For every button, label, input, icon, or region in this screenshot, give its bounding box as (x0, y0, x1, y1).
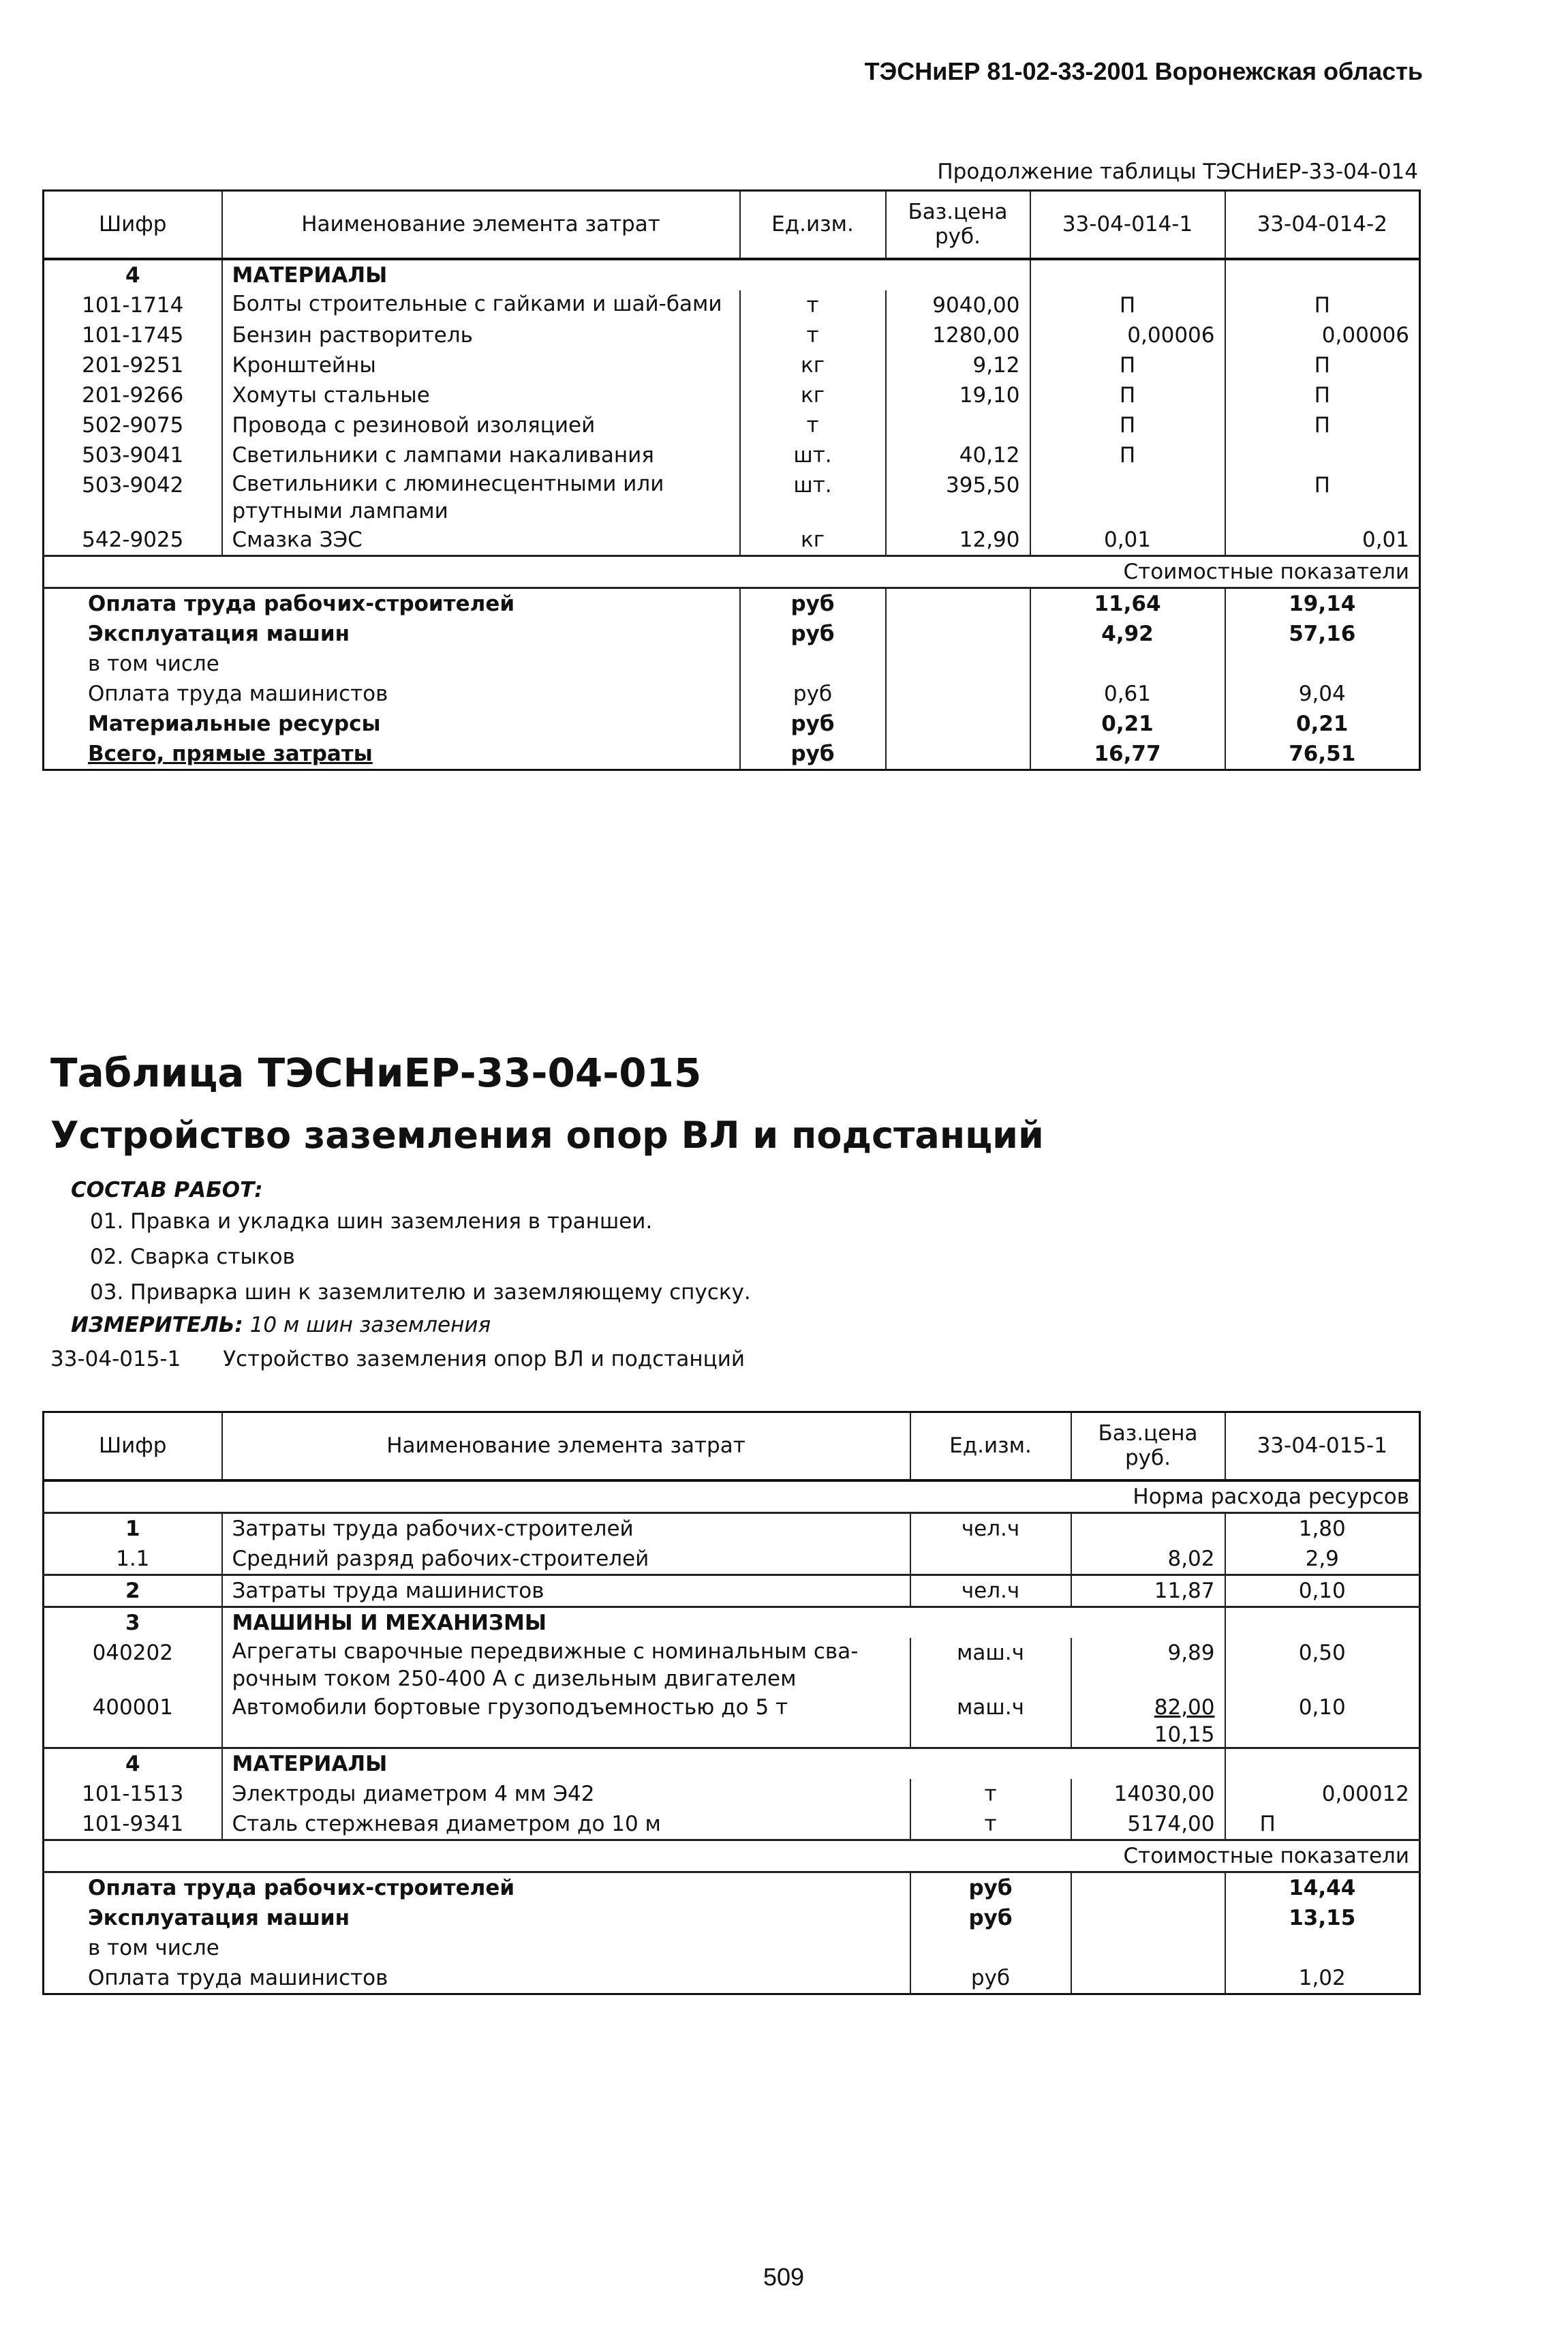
row-unit: чел.ч (910, 1512, 1071, 1544)
table-row (44, 1544, 1420, 1575)
row-price: 19,10 (886, 380, 1030, 410)
row-name: Кронштейны (222, 350, 740, 380)
row-name: Светильники с лампами накаливания (222, 440, 740, 470)
section-name: МАТЕРИАЛЫ (222, 1748, 910, 1779)
row-code: 503-9042 (44, 470, 222, 525)
cost-value: 0,21 (1296, 711, 1349, 736)
row-name: Затраты труда машинистов (222, 1575, 910, 1607)
cost-label-row (44, 556, 1420, 588)
cost-name: Эксплуатация машин (44, 619, 740, 649)
row-name: Смазка ЗЭС (222, 525, 740, 556)
cost-unit (740, 649, 886, 679)
work-item: 01. Правка и укладка шин заземления в траншеи. (90, 1209, 653, 1234)
norm-code-line (50, 1347, 745, 1371)
section-name: МАШИНЫ И МЕХАНИЗМЫ (222, 1607, 910, 1638)
cost-value: 16,77 (1030, 739, 1225, 770)
section-row (44, 259, 1420, 290)
cost-row (44, 1933, 1420, 1963)
row-value: П (1314, 352, 1330, 378)
cost-unit: руб (740, 588, 886, 619)
table-row (44, 525, 1420, 556)
row-price (886, 410, 1030, 440)
section-code: 4 (44, 1748, 222, 1779)
row-value: П (1030, 350, 1225, 380)
row-price: 1280,00 (886, 320, 1030, 350)
section-row (44, 1607, 1420, 1638)
row-value (1225, 440, 1420, 470)
row-code: 400001 (44, 1692, 222, 1748)
row-value: 0,10 (1298, 1694, 1346, 1720)
row-price: 9,12 (886, 350, 1030, 380)
row-value: П (1259, 1811, 1276, 1836)
row-unit: шт. (740, 440, 886, 470)
column-header: Баз.цена руб. (1071, 1412, 1225, 1480)
row-value: 0,00012 (1321, 1781, 1409, 1806)
table-header-row (44, 1412, 1420, 1480)
row-value: 1,80 (1225, 1512, 1420, 1544)
row-price: 9,89 (1071, 1638, 1225, 1692)
row-name: Затраты труда рабочих-строителей (222, 1512, 910, 1544)
cost-name: Материальные ресурсы (44, 709, 740, 739)
cost-name: Оплата труда рабочих-строителей (44, 1872, 910, 1903)
cost-value: 0,21 (1030, 709, 1225, 739)
row-unit (910, 1544, 1071, 1575)
row-name: Бензин растворитель (222, 320, 740, 350)
row-value: 2,9 (1305, 1546, 1339, 1571)
row-value: 0,10 (1225, 1575, 1420, 1607)
row-unit: т (740, 320, 886, 350)
row-code: 101-1513 (44, 1779, 222, 1809)
column-header: Баз.цена руб. (886, 191, 1030, 259)
row-unit: т (740, 290, 886, 320)
norm-code-name: Устройство заземления опор ВЛ и подстанций (223, 1347, 745, 1371)
row-price: 40,12 (886, 440, 1030, 470)
cost-value: 4,92 (1030, 619, 1225, 649)
row-value: П (1030, 290, 1225, 320)
row-price: 8,02 (1071, 1544, 1225, 1575)
cost-section-label: Стоимостные показатели (44, 1840, 1420, 1872)
cost-section-label: Стоимостные показатели (44, 556, 1420, 588)
row-unit: т (910, 1779, 1071, 1809)
row-value: П (1314, 472, 1330, 498)
row-value: 0,01 (1030, 525, 1225, 556)
row-code: 503-9041 (44, 440, 222, 470)
table-row (44, 1779, 1420, 1809)
row-value: П (1030, 410, 1225, 440)
row-unit: маш.ч (910, 1638, 1071, 1692)
row-value: П (1030, 380, 1225, 410)
row-code: 101-1745 (44, 320, 222, 350)
work-item: 02. Сварка стыков (90, 1245, 295, 1269)
cost-name: Эксплуатация машин (44, 1903, 910, 1933)
meter-value: 10 м шин заземления (249, 1313, 491, 1337)
table-row (44, 1512, 1420, 1544)
resource-table-33-04-014 (42, 189, 1421, 771)
row-code: 201-9266 (44, 380, 222, 410)
column-header: Шифр (44, 1412, 222, 1480)
cost-value: 1,02 (1298, 1965, 1346, 1990)
section-code: 3 (44, 1607, 222, 1638)
row-unit: маш.ч (910, 1692, 1071, 1748)
table-continuation-caption: Продолжение таблицы ТЭСНиЕР-33-04-014 (937, 159, 1418, 184)
table-row (44, 1575, 1420, 1607)
meter-line (71, 1313, 491, 1337)
work-item: 03. Приварка шин к заземлителю и заземляющему спуску. (90, 1280, 751, 1305)
cost-value: 11,64 (1030, 588, 1225, 619)
cost-unit: руб (740, 679, 886, 709)
cost-row (44, 679, 1420, 709)
column-header: 33-04-014-2 (1257, 212, 1387, 237)
table-row (44, 410, 1420, 440)
row-code: 1 (44, 1512, 222, 1544)
document-header: ТЭСНиЕР 81-02-33-2001 Воронежская область (864, 57, 1423, 85)
row-value: П (1314, 292, 1330, 318)
row-name: Средний разряд рабочих-строителей (222, 1544, 910, 1575)
cost-name: в том числе (44, 649, 740, 679)
row-value (1030, 470, 1225, 525)
table-row (44, 440, 1420, 470)
row-name: Электроды диаметром 4 мм Э42 (222, 1779, 910, 1809)
norm-code: 33-04-015-1 (50, 1347, 181, 1371)
row-price: 82,00 (1154, 1694, 1215, 1720)
row-name: Провода с резиновой изоляцией (222, 410, 740, 440)
table-row (44, 470, 1420, 525)
section-code: 4 (44, 259, 222, 290)
cost-row (44, 588, 1420, 619)
row-value: П (1314, 382, 1330, 408)
cost-value: 57,16 (1289, 621, 1356, 646)
table-header-row (44, 191, 1420, 259)
cost-row (44, 1872, 1420, 1903)
row-name: Болты строительные с гайками и шай-бами (222, 290, 740, 320)
cost-value (1030, 649, 1225, 679)
row-unit: чел.ч (910, 1575, 1071, 1607)
row-unit: шт. (740, 470, 886, 525)
cost-row (44, 1963, 1420, 1994)
row-unit: т (910, 1809, 1071, 1840)
row-code: 542-9025 (44, 525, 222, 556)
row-value: П (1314, 412, 1330, 438)
column-header: 33-04-015-1 (1257, 1433, 1387, 1459)
cost-value: 14,44 (1225, 1872, 1420, 1903)
cost-name: Оплата труда машинистов (44, 1963, 910, 1994)
cost-value: 76,51 (1289, 741, 1356, 766)
cost-label-row (44, 1840, 1420, 1872)
table-row (44, 1809, 1420, 1840)
cost-unit: руб (910, 1872, 1071, 1903)
row-value: 0,50 (1298, 1640, 1346, 1665)
resource-table-33-04-015 (42, 1411, 1421, 1995)
row-name: Хомуты стальные (222, 380, 740, 410)
row-name: Сталь стержневая диаметром до 10 м (222, 1809, 910, 1840)
row-code: 2 (44, 1575, 222, 1607)
row-price: 12,90 (886, 525, 1030, 556)
cost-value: 9,04 (1298, 681, 1346, 706)
row-code: 040202 (44, 1638, 222, 1692)
cost-unit (910, 1933, 1071, 1963)
cost-value: 19,14 (1225, 588, 1420, 619)
row-price: 14030,00 (1071, 1779, 1225, 1809)
cost-row (44, 709, 1420, 739)
row-price (1071, 1512, 1225, 1544)
cost-unit: руб (910, 1903, 1071, 1933)
table-row (44, 1692, 1420, 1748)
cost-row (44, 649, 1420, 679)
row-name: Автомобили бортовые грузоподъемностью до 5 т (222, 1692, 910, 1748)
cost-row (44, 1903, 1420, 1933)
table-row (44, 380, 1420, 410)
row-unit: кг (740, 350, 886, 380)
cost-name: Оплата труда рабочих-строителей (44, 588, 740, 619)
cost-value: 13,15 (1289, 1905, 1356, 1930)
table-row (44, 290, 1420, 320)
row-code: 1.1 (44, 1544, 222, 1575)
column-header: Ед.изм. (740, 191, 886, 259)
section-name: МАТЕРИАЛЫ (232, 262, 388, 288)
cost-value (1225, 649, 1420, 679)
page-number: 509 (763, 2263, 805, 2291)
work-composition-label: СОСТАВ РАБОТ: (71, 1178, 263, 1202)
cost-name: Всего, прямые затраты (44, 739, 740, 770)
row-value: 0,00006 (1030, 320, 1225, 350)
cost-row (44, 739, 1420, 770)
table-subtitle: Устройство заземления опор ВЛ и подстанций (50, 1114, 1044, 1157)
row-code: 502-9075 (44, 410, 222, 440)
cost-unit: руб (740, 709, 886, 739)
column-header: Ед.изм. (910, 1412, 1071, 1480)
cost-value (1225, 1933, 1420, 1963)
row-unit: кг (740, 380, 886, 410)
row-name: Светильники с люминесцентными или ртутными лампами (222, 470, 740, 525)
row-code: 101-1714 (44, 290, 222, 320)
table-row (44, 1638, 1420, 1692)
cost-unit: руб (910, 1963, 1071, 1994)
cost-name: Оплата труда машинистов (44, 679, 740, 709)
meter-label: ИЗМЕРИТЕЛЬ: (71, 1313, 243, 1337)
table-row (44, 350, 1420, 380)
table-title: Таблица ТЭСНиЕР-33-04-015 (50, 1050, 702, 1096)
row-price: 9040,00 (886, 290, 1030, 320)
column-header: Наименование элемента затрат (222, 1412, 910, 1480)
row-code: 201-9251 (44, 350, 222, 380)
cost-unit: руб (740, 739, 886, 770)
row-value: П (1030, 440, 1225, 470)
cost-row (44, 619, 1420, 649)
column-header: 33-04-014-1 (1030, 191, 1225, 259)
row-unit: кг (740, 525, 886, 556)
norm-label-row (44, 1480, 1420, 1513)
section-row (44, 1748, 1420, 1779)
row-price: 395,50 (886, 470, 1030, 525)
row-price: 11,87 (1071, 1575, 1225, 1607)
row-value: 0,00006 (1321, 322, 1409, 348)
row-value: 0,01 (1362, 527, 1409, 552)
column-header: Шифр (44, 191, 222, 259)
column-header: Наименование элемента затрат (222, 191, 740, 259)
row-price: 5174,00 (1071, 1809, 1225, 1840)
row-unit: т (740, 410, 886, 440)
row-price-stack (1071, 1692, 1225, 1748)
cost-unit: руб (740, 619, 886, 649)
table-row (44, 320, 1420, 350)
row-name: Агрегаты сварочные передвижные с номинальным сва-рочным током 250-400 А с дизельным двигателем (222, 1638, 910, 1692)
norm-section-label: Норма расхода ресурсов (1133, 1484, 1409, 1509)
cost-value: 0,61 (1030, 679, 1225, 709)
cost-name: в том числе (44, 1933, 910, 1963)
row-code: 101-9341 (44, 1809, 222, 1840)
row-price-secondary: 10,15 (1154, 1722, 1215, 1747)
